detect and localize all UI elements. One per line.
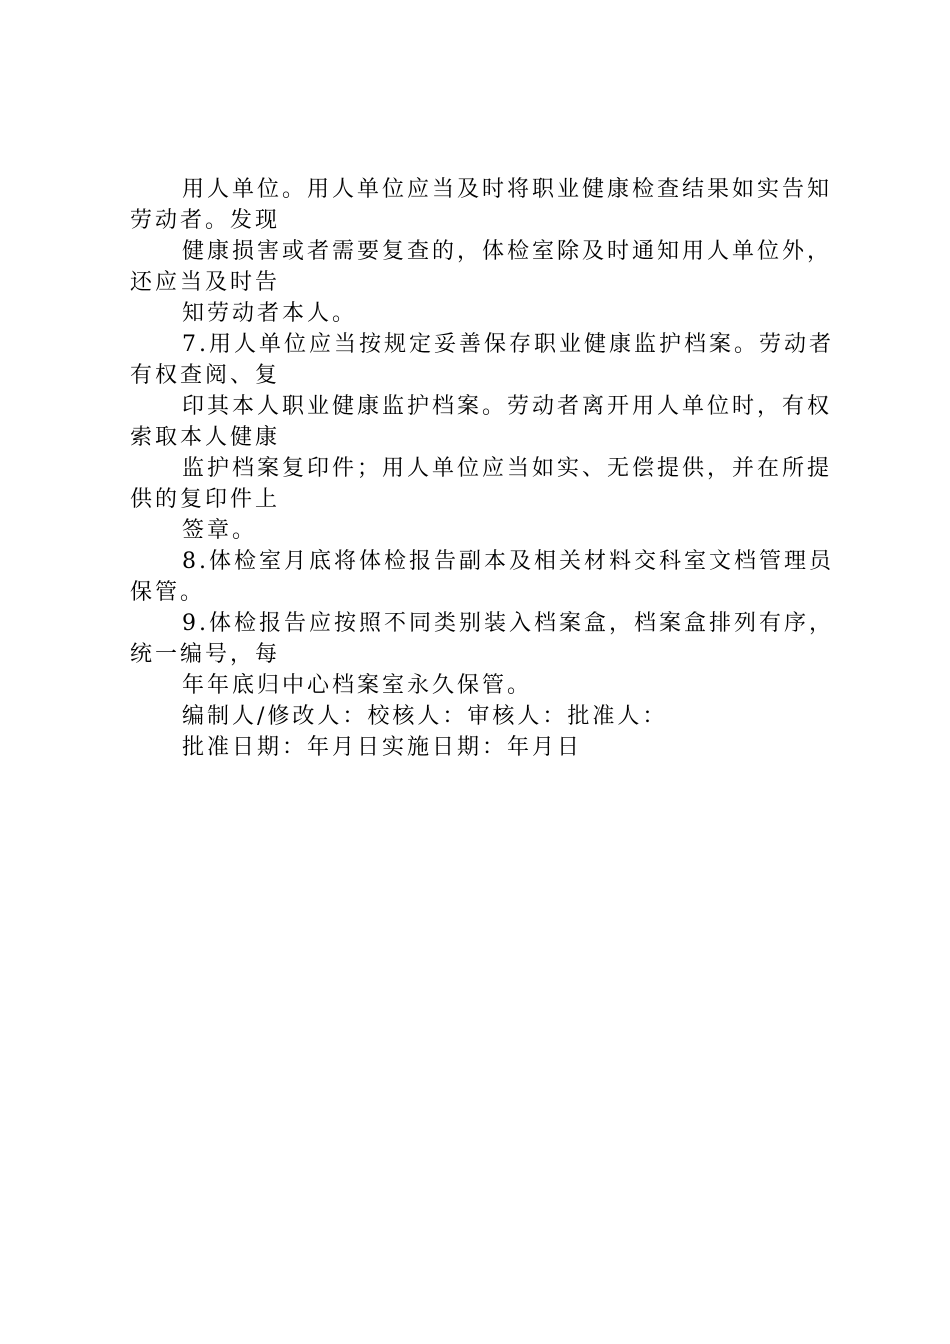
paragraph-line-10: 年年底归中心档案室永久保管。 [182, 673, 533, 698]
paragraph-line-1: 用人单位。用人单位应当及时将职业健康检查结果如实告知劳动者。发现 [130, 177, 833, 233]
paragraph-line-3: 知劳动者本人。 [182, 301, 358, 326]
paragraph-line-9: 9.体检报告应按照不同类别装入档案盒，档案盒排列有序，统一编号，每 [130, 611, 834, 667]
paragraph-line-5: 印其本人职业健康监护档案。劳动者离开用人单位时，有权索取本人健康 [130, 394, 833, 450]
paragraph-line-6: 监护档案复印件；用人单位应当如实、无偿提供，并在所提供的复印件上 [130, 456, 833, 512]
paragraph-line-4: 7.用人单位应当按规定妥善保存职业健康监护档案。劳动者有权查阅、复 [130, 332, 834, 388]
signature-roles-line: 编制人/修改人：校核人：审核人：批准人： [182, 704, 668, 729]
paragraph-line-7: 签章。 [182, 518, 258, 543]
paragraph-line-2: 健康损害或者需要复查的，体检室除及时通知用人单位外，还应当及时告 [130, 239, 833, 295]
dates-line: 批准日期：年月日实施日期：年月日 [182, 735, 583, 760]
document-body [130, 174, 834, 763]
paragraph-line-8: 8.体检室月底将体检报告副本及相关材料交科室文档管理员保管。 [130, 549, 834, 605]
